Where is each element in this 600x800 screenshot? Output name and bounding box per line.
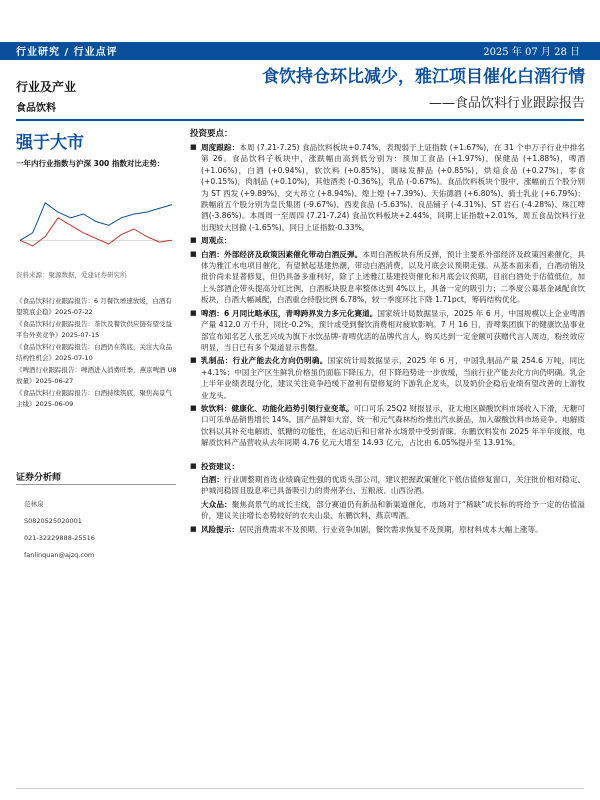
- chart-series-line-1: [20, 203, 172, 241]
- risk-text: 居民消费需求不及预期，行业竞争加剧，餐饮需求恢复不及预期，原材料成本大幅上涨等。: [238, 524, 543, 534]
- square-bullet-icon: ■: [190, 356, 197, 365]
- main-content: [190, 127, 585, 537]
- title-divider: [16, 119, 584, 121]
- dairy-text: 国家统计局数据显示，2025 年 6 月，中国乳制品产量 254.6 万吨，同比+4.1%；中国主产区生鲜乳价格虽仍面临下降压力，但下降趋势进一步放缓，当前行业产能去化方向仍明确。乳企上半年业绩表现分化，建议关注竞争趋缓下盈利有望修复的下游乳企龙头，以及奶价企稳后业绩有望改善的上游牧业龙头。: [201, 356, 586, 400]
- report-header-bar: [0, 0, 600, 60]
- soft-drink-paragraph: [190, 403, 585, 449]
- advice-baijiu-label: 白酒：: [201, 474, 225, 484]
- chart-source: 资料来源：聚源数据，爱建证券研究所: [16, 271, 127, 279]
- risk-label: 风险提示：: [201, 524, 239, 534]
- report-subtitle: ——食品饮料行业跟踪报告: [428, 96, 585, 111]
- beer-text: 国家统计局数据显示，2025 年 6 月，中国规模以上企业啤酒产量 412.0 万千升，同比-0.2%，预计或受到餐饮消费相对疲软影响。7 月 16 日，青啤集团旗下的健康饮品事业部宣布知名艺人张艺兴成为旗下水饮品牌-青啤优活的品牌代言人，购买达到一定金额可获赠代言人周边，粉丝效应明显，当日已有多个渠道显示售罄。: [201, 308, 585, 352]
- related-report-item[interactable]: 《食品饮料行业跟踪报告：白酒持续筑底，聚焦高景气主线》2025-06-09: [16, 389, 172, 408]
- analyst-email[interactable]: fanlinquan@ajzq.com: [24, 551, 95, 559]
- index-comparison-chart: [16, 170, 176, 265]
- advice-heading-row: [190, 461, 585, 472]
- views-heading-row: [190, 235, 585, 246]
- soft-drink-text: 可口可乐 25Q2 财报显示，亚太地区碳酸饮料市场收入下滑，无糖可口可乐单品销售增长 14%。国产品牌如大窑、统一和元气森林纷纷推出汽水新品，加入碳酸饮料市场竞争。电解质饮料以其补充电解质、低糖的功能性，在运动后和日常补水场景中受到青睐。东鹏饮料发布 2025 年半年度报，电解质饮料产品营收从去年同期 4.76 亿元大增至 14.93 亿元，占比由 6.05%提升至 13.91%。: [201, 403, 586, 448]
- related-report-item[interactable]: 《食品饮料行业跟踪报告：白酒仍在筑底，关注大众品结构性机会》2025-07-10: [16, 343, 172, 362]
- square-bullet-icon: ■: [190, 403, 197, 412]
- related-report-item[interactable]: 《食品饮料行业跟踪报告：茶饮及餐饮供应链有望受益平台外卖竞争》2025-07-15: [16, 320, 172, 339]
- advice-mass-text: 聚焦高景气的成长主线，部分赛道仍有新品和新渠道催化，市场对于“稀缺”成长标的将给予一定的估值溢价，建议关注增长态势较好的农夫山泉、东鹏饮料、燕京啤酒。: [201, 499, 585, 521]
- square-bullet-icon: ■: [190, 236, 197, 245]
- advice-mass-label: 大众品：: [201, 499, 232, 509]
- sub-industry-label: 食品饮料: [16, 103, 56, 114]
- advice-baijiu-paragraph: [190, 474, 585, 497]
- dairy-label: 乳制品：行业产能去化方向仍明确。: [201, 356, 328, 366]
- dairy-paragraph: [190, 355, 585, 401]
- report-title: 食饮持仓环比减少，雅江项目催化白酒行情: [262, 67, 585, 87]
- square-bullet-icon: ■: [190, 461, 197, 470]
- report-date: 2025 年 07 月 28 日: [483, 47, 580, 58]
- views-heading: 周观点：: [201, 236, 232, 246]
- advice-heading: 投资建议：: [201, 461, 239, 471]
- related-reports: [16, 296, 178, 411]
- square-bullet-icon: ■: [190, 524, 197, 533]
- analyst-phone: 021-32229888-25516: [24, 534, 95, 542]
- beer-paragraph: [190, 308, 585, 354]
- baijiu-text: 本周白酒板块有所反弹，预计主要系外部经济及政策因素催化，具体为雅江水电项目催化，有望掀起基建热潮，带动白酒消费，以及月底会议预期走强。从基本面来看，白酒动销及批价尚未显著修复，但仍具备多重利好，除了上述雅江基建投资催化和月底会议预期，目前白酒处于估值低位，加上头部酒企带头提高分红比例，白酒板块股息率整体达到 4%以上，具备一定的吸引力；二季度公募基金减配食饮板块，白酒大幅减配，白酒重仓持股比例 6.78%，较一季度环比下降 1.71pct，筹码结构优化。: [201, 249, 586, 305]
- report-category: 行业研究 / 行业点评: [16, 47, 118, 58]
- analyst-cert: S0820525020001: [24, 517, 82, 525]
- analyst-divider: [16, 484, 176, 485]
- weekly-tracking-paragraph: [190, 142, 585, 233]
- advice-mass-paragraph: [190, 499, 585, 522]
- chart-title: 一年内行业指数与沪深 300 指数对比走势：: [16, 159, 165, 168]
- related-report-item[interactable]: 《啤酒行业跟踪报告：啤酒进入消费旺季，燕京啤酒 U8 放量》2025-06-27: [16, 366, 177, 385]
- weekly-label: 周度跟踪：: [201, 143, 240, 152]
- weekly-text: 本周 (7.21-7.25) 食品饮料板块+0.74%，表现弱于上证指数 (+1.67%)，在 31 个申万子行业中排名第 26。食品饮料子板块中，涨跌幅由高到低分别为：预加工食品 (+1.97%)，保健品 (+1.88%)，啤酒 (+1.06%)，白酒 (+0.94%)，软饮料 (+0.85%)，调味发酵品 (+0.85%)，烘焙食品 (+0.27%)，零食 (+0.15%)，肉制品 (+0.10%)，其他酒类 (-0.36%)，乳品 (-0.67%)。食品饮料板块个股中，涨幅前五个股分别为 ST 西发 (+9.89%)、交大昂立 (+8.94%)、煌上煌 (+7.39%)、天佑德酒 (+6.80%)、骑士乳业 (+6.79%)；跌幅前五个股分别为皇氏集团 (-9.67%)、西麦食品 (-5.63%)、良品铺子 (-4.31%)、ST 岩石 (-4.28%)、珠江啤酒(-3.86%)。本周周一至周四 (7.21-7.24) 食品饮料板块+2.44%，同期上证指数+2.01%，周五食品饮料行业出现较大回撤 (-1.65%)，同日上证指数-0.33%。: [201, 143, 586, 232]
- related-report-item[interactable]: 《食品饮料行业跟踪报告：6 月餐饮增速放缓，白酒有望筑底企稳》2025-07-22: [16, 297, 172, 316]
- square-bullet-icon: ■: [190, 249, 197, 258]
- baijiu-label: 白酒：外部经济及政策因素催化带动白酒反弹。: [201, 249, 363, 259]
- beer-label: 啤酒：6 月同比略承压，青啤跨界发力多元化赛道。: [201, 308, 378, 318]
- soft-drink-label: 软饮料：健康化、功能化趋势引领行业变革。: [201, 403, 354, 413]
- footer-divider: [16, 788, 584, 789]
- analyst-info: [24, 500, 95, 568]
- analyst-name: 范林泉: [24, 500, 44, 508]
- industry-label: 行业及产业: [16, 80, 77, 94]
- risk-paragraph: [190, 524, 585, 535]
- square-bullet-icon: ■: [190, 143, 197, 151]
- baijiu-paragraph: [190, 249, 585, 306]
- advice-baijiu-text: 行业调整期首选业绩确定性强的优质头部公司，建议把握政策催化下低估值修复窗口，关注批价相对稳定、护城河稳固且股息率已具备吸引力的贵州茅台、五粮液、山西汾酒。: [201, 474, 585, 496]
- industry-rating: 强于大市: [16, 133, 84, 153]
- square-bullet-icon: ■: [190, 308, 197, 317]
- key-points-heading: 投资要点：: [190, 129, 233, 139]
- analyst-heading: 证券分析师: [16, 473, 62, 483]
